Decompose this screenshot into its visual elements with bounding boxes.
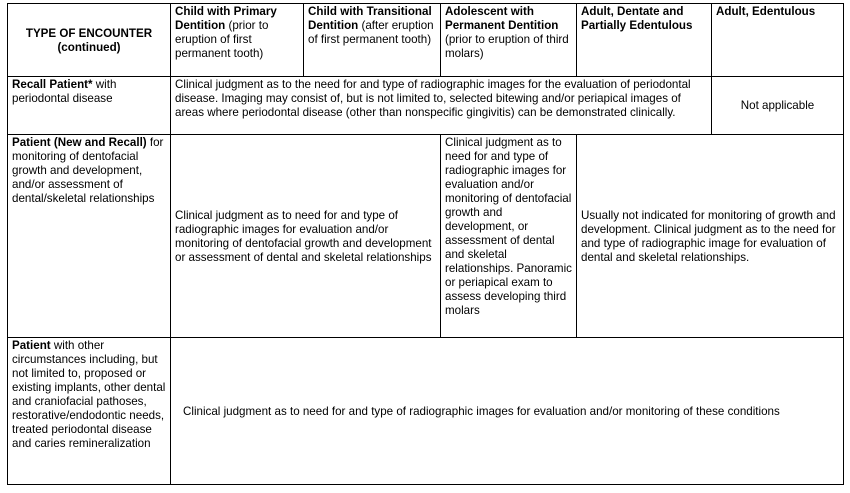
- other-main-cell: Clinical judgment as to need for and type of radiographic images for evaluation and/or monitoring of these conditions: [171, 338, 844, 485]
- recall-label-rest: with periodontal disease: [12, 78, 117, 105]
- header-row: [8, 4, 844, 77]
- header-child-transitional: [304, 4, 441, 77]
- header-adult-edentulous: Adult, Edentulous: [712, 4, 844, 77]
- header-adolescent-rest: (prior to eruption of third molars): [445, 33, 569, 60]
- header-adolescent-bold: Adolescent with Permanent Dentition: [445, 5, 559, 32]
- growth-child-cell: Clinical judgment as to need for and type of radiographic images for evaluation and/or monitoring of dentofacial growth and development or assessment of dental and skeletal relationships: [171, 135, 441, 338]
- growth-label: [8, 135, 171, 338]
- growth-label-rest: for monitoring of dentofacial growth and development, and/or assessment of dental/skeletal relationships: [12, 136, 164, 205]
- header-child-transitional-bold: Child with Transitional Dentition: [308, 5, 432, 32]
- header-adult-dentate: Adult, Dentate and Partially Edentulous: [577, 4, 712, 77]
- header-type-of-encounter: TYPE OF ENCOUNTER (continued): [8, 4, 171, 77]
- row-growth-development: [8, 135, 844, 338]
- growth-adolescent-cell: Clinical judgment as to need for and type of radiographic images for evaluation and/or monitoring of dentofacial growth and development, or assessment of dental and skeletal relationships. Panoramic or periapical exam to assess developing third molars: [441, 135, 577, 338]
- other-label-rest: with other circumstances including, but not limited to, proposed or existing implants, other dental and craniofacial pathoses, restorative/endodontic needs, treated periodontal disease and caries remineralization: [12, 339, 166, 450]
- header-child-primary-rest: (prior to eruption of first permanent tooth): [175, 19, 269, 60]
- radiograph-guidelines-table: [7, 3, 844, 485]
- row-other-circumstances: [8, 338, 844, 485]
- recall-label: [8, 77, 171, 135]
- header-child-primary-bold: Child with Primary Dentition: [175, 5, 277, 32]
- recall-label-bold: Recall Patient*: [12, 78, 93, 91]
- other-label: [8, 338, 171, 485]
- header-adolescent: [441, 4, 577, 77]
- recall-main-cell: Clinical judgment as to the need for and type of radiographic images for the evaluation of periodontal disease. Imaging may consist of, but is not limited to, selected bitewing and/or periapical images of areas where periodontal disease (other than nonspecific gingivitis) can be demonstrated clinically.: [171, 77, 712, 135]
- header-child-transitional-rest: (after eruption of first permanent tooth): [308, 19, 434, 46]
- other-label-bold: Patient: [12, 339, 51, 352]
- recall-edentulous-cell: Not applicable: [712, 77, 844, 135]
- growth-adult-cell: Usually not indicated for monitoring of growth and development. Clinical judgment as to the need for and type of radiographic image for evaluation of dental and skeletal relationships.: [577, 135, 844, 338]
- growth-label-bold: Patient (New and Recall): [12, 136, 147, 149]
- header-child-primary: [171, 4, 304, 77]
- row-recall-periodontal: [8, 77, 844, 135]
